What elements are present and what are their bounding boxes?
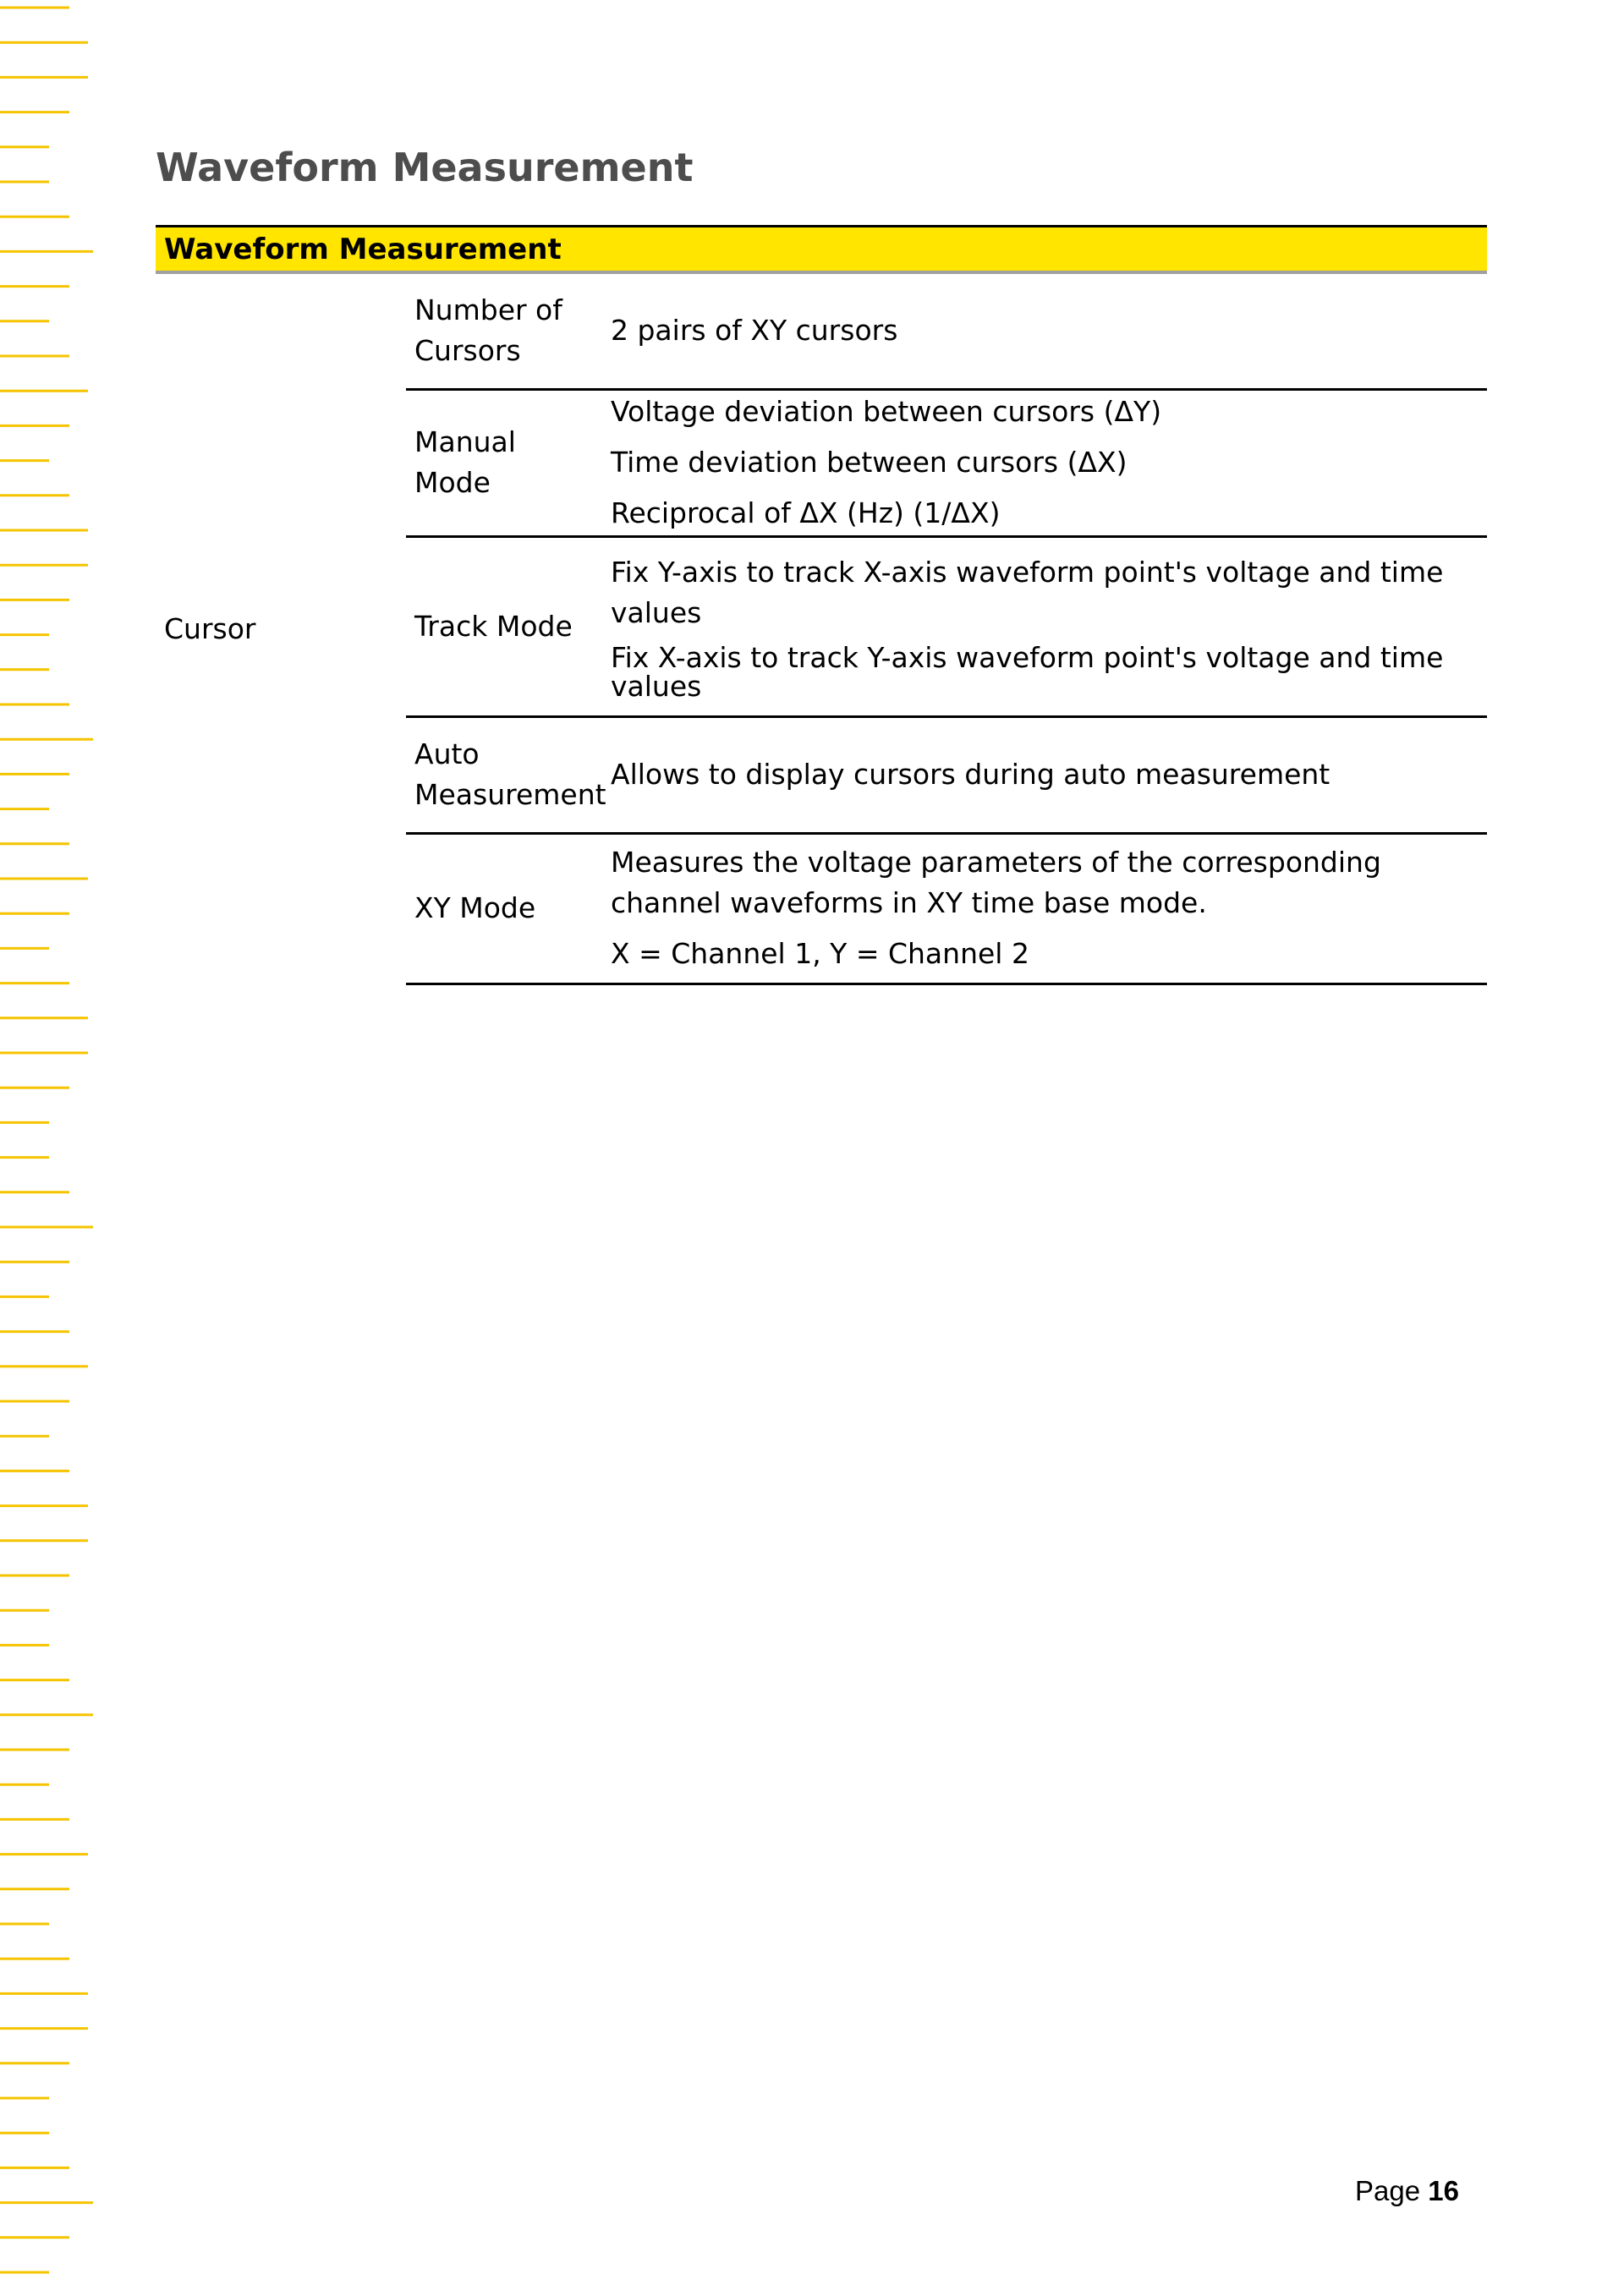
row-value-line: Voltage deviation between cursors (ΔY) [611, 395, 1162, 428]
row-value: Allows to display cursors during auto measurement [602, 716, 1487, 833]
page-number [1355, 2175, 1459, 2207]
row-label: XY Mode [406, 833, 602, 984]
row-value-line: Reciprocal of ΔX (Hz) (1/ΔX) [611, 496, 1001, 529]
row-label-line: Number of [414, 293, 562, 327]
spec-table [156, 225, 1487, 985]
row-value [602, 536, 1487, 716]
row-label: Track Mode [406, 536, 602, 716]
category-cell: Cursor [164, 611, 256, 645]
row-value-line: Fix Y-axis to track X-axis waveform point's voltage and time values [611, 555, 1444, 629]
row-value-line: Fix X-axis to track Y-axis waveform point's voltage and time values [611, 640, 1444, 703]
row-value-line: Time deviation between cursors (ΔX) [611, 446, 1127, 479]
page-number-value: 16 [1428, 2175, 1459, 2206]
row-value-line: 2 pairs of XY cursors [611, 314, 898, 348]
table-header-row [156, 227, 1487, 273]
row-label [406, 716, 606, 833]
row-label [406, 272, 602, 389]
row-label-line: Measurement [414, 778, 606, 811]
row-value [602, 272, 1487, 389]
page-label: Page [1355, 2175, 1421, 2206]
row-value-line: Measures the voltage parameters of the corresponding channel waveforms in XY time base mode. [611, 846, 1381, 919]
table-row [156, 272, 1487, 389]
margin-marks-decoration [0, 0, 102, 2296]
row-label: Manual Mode [406, 389, 602, 536]
row-label-line: Cursors [414, 334, 521, 368]
row-value-line: X = Channel 1, Y = Channel 2 [611, 937, 1029, 970]
table-header-cell: Waveform Measurement [156, 227, 1487, 273]
page-title: Waveform Measurement [156, 145, 694, 190]
row-label-line: Auto [414, 737, 480, 770]
row-value [602, 389, 1487, 536]
row-value [602, 833, 1487, 984]
